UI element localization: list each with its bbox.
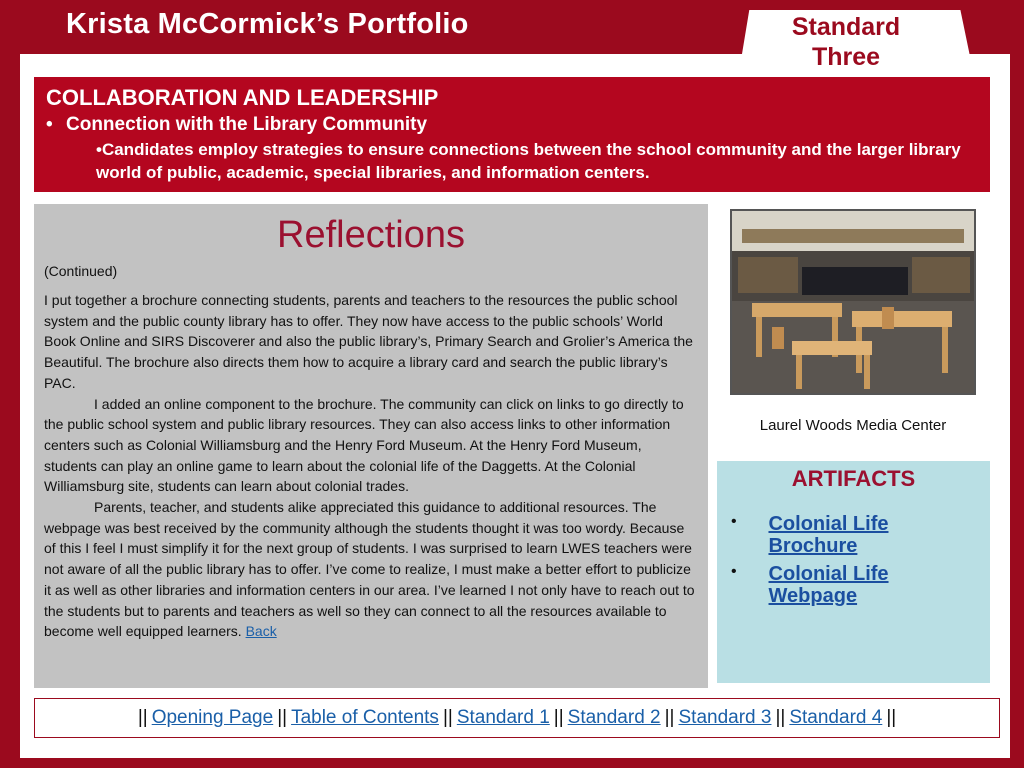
list-item [727, 513, 980, 557]
photo-caption: Laurel Woods Media Center [759, 417, 947, 434]
nav-separator: || [277, 707, 288, 728]
back-link[interactable]: Back [245, 623, 277, 640]
nav-link-standard-3[interactable]: Standard 3 [678, 707, 772, 728]
nav-separator: || [886, 707, 897, 728]
reflection-paragraph-3: Parents, teacher, and students alike appreciated this guidance to additional resources. The webpage was best received by the community although the students thought it was too wordy. Because of this I feel I must simplify it for the next group of students. I was surprised to learn LWES teachers were not aware of all the public library has to offer. I’ve come to realize, I must make a better effort to publicize it as well as other libraries and information centers in our area. I’ve learned I not only have to reach out to the students but to parents and teachers as well so they can connect to all the resources available to become well equipped learners. [44, 499, 695, 640]
bullet-icon: • [46, 114, 53, 135]
nav-separator: || [137, 707, 148, 728]
list-item [727, 563, 980, 607]
media-center-photo [730, 209, 976, 395]
nav-link-standard-1[interactable]: Standard 1 [456, 707, 550, 728]
bullet-icon: • [731, 513, 737, 530]
nav-separator: || [664, 707, 675, 728]
nav-link-table-of-contents[interactable]: Table of Contents [291, 707, 439, 728]
reflections-title: Reflections [277, 214, 465, 256]
continued-label: (Continued) [44, 263, 118, 279]
library-photo-illustration [732, 211, 974, 393]
bullet-icon: • [731, 563, 737, 580]
reflections-body [44, 290, 698, 642]
reflection-paragraph-1: I put together a brochure connecting students, parents and teachers to the resources the public school system and the public county library has to offer. They now have access to the public schools’ World Book Online and SIRS Discoverer and also the public library’s, Primary Search and Grolier’s America the Beautiful. The brochure also directs them how to acquire a library card and search the public library’s PAC. [44, 292, 693, 391]
bottom-nav [34, 698, 1000, 738]
standard-header [34, 77, 990, 192]
reflection-paragraph-2: I added an online component to the brochure. The community can click on links to go directly to the public school system and public library resources. They can also access links to other information centers such as Colonial Williamsburg and the Henry Ford Museum. At the Henry Ford Museum, students can play an online game to learn about the colonial life of the Daggetts. At the Colonial Williamsburg site, students can learn about colonial trades. [44, 395, 684, 495]
standard-subtitle-text: Connection with the Library Community [66, 114, 428, 135]
nav-link-standard-2[interactable]: Standard 2 [567, 707, 661, 728]
standard-subtitle [46, 113, 980, 137]
artifacts-list [727, 513, 980, 607]
nav-separator: || [775, 707, 786, 728]
nav-link-standard-4[interactable]: Standard 4 [789, 707, 883, 728]
artifact-link-webpage[interactable]: Colonial Life Webpage [768, 563, 889, 607]
nav-link-opening-page[interactable]: Opening Page [151, 707, 274, 728]
standard-title: COLLABORATION AND LEADERSHIP [46, 85, 439, 110]
reflections-panel [34, 204, 708, 688]
standard-label: Standard Three [791, 13, 901, 71]
artifacts-title: ARTIFACTS [791, 466, 916, 491]
nav-separator: || [442, 707, 453, 728]
standard-description: •Candidates employ strategies to ensure connections between the school community and the larger library world of public, academic, special libraries, and information centers. [96, 140, 961, 182]
nav-separator: || [553, 707, 564, 728]
page-title: Krista McCormick’s Portfolio [66, 8, 469, 40]
artifacts-panel [717, 461, 990, 683]
artifact-link-brochure[interactable]: Colonial Life Brochure [768, 513, 889, 557]
